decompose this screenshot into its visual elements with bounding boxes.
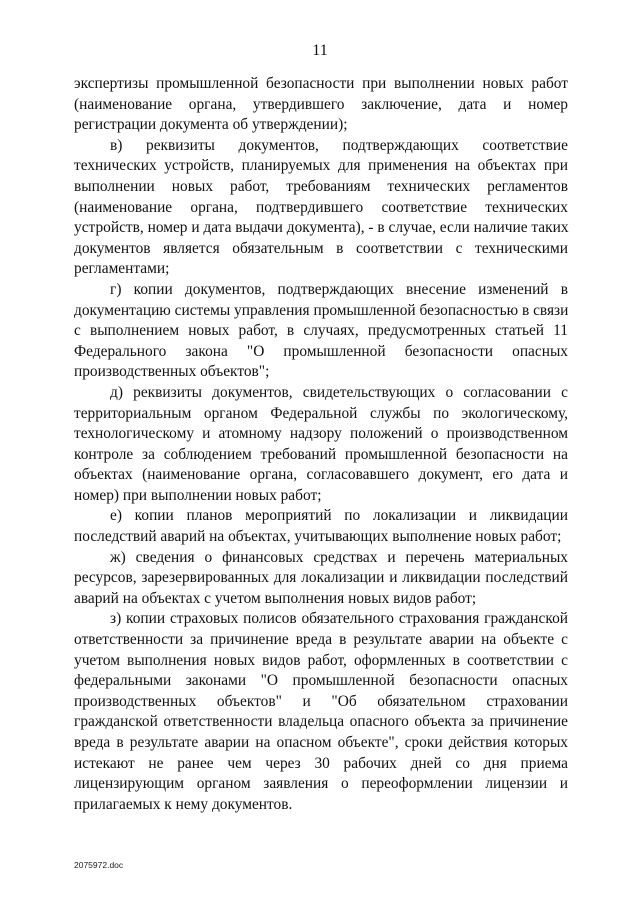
text-line: номер) при выполнении новых работ; [74,486,322,504]
text-line: д) реквизиты документов, свидетельствующих о согласовании с [110,383,568,401]
text-line: истекают не ранее чем через 30 рабочих дней со дня приема [74,754,568,772]
text-line: документацию системы управления промышленной безопасностью в связи [74,301,569,319]
text-line: ресурсов, зарезервированных для локализации и ликвидации последствий [74,569,568,587]
text-line: лицензирующим органом заявления о переоформлении лицензии и [74,775,568,793]
document-filename: 2075972.doc [74,860,124,870]
text-line: территориальным органом Федеральной службы по экологическому, [74,404,568,422]
text-line: е) копии планов мероприятий по локализации и ликвидации [110,507,568,525]
text-line: гражданской ответственности владельца опасного объекта за причинение [74,713,568,731]
text-line: в) реквизиты документов, подтверждающих соответствие [110,136,568,154]
text-line: регистрации документа об утверждении); [74,116,348,134]
text-line: документов является обязательным в соответствии с техническими [74,239,568,257]
text-line: контроле за соблюдением требований промышленной безопасности на [74,445,568,463]
text-line: ответственности за причинение вреда в результате аварии на объекте с [74,631,568,649]
text-line: с выполнением новых работ, в случаях, предусмотренных статьей 11 [74,322,568,340]
text-line: технических устройств, планируемых для применения на объектах при [74,157,568,175]
text-line: устройств, номер и дата выдачи документа), - в случае, если наличие таких [74,219,569,237]
text-line: (наименование органа, подтвердившего соответствие технических [74,198,568,216]
text-line: аварий на объектах с учетом выполнения новых видов работ; [74,589,477,607]
text-line: ж) сведения о финансовых средствах и перечень материальных [110,548,568,566]
text-line: учетом выполнения новых видов работ, оформленных в соответствии с [74,651,568,669]
document-body [74,74,568,815]
text-line: последствий аварий на объектах, учитывающих выполнение новых работ; [74,528,562,546]
text-line: прилагаемых к нему документов. [74,795,293,813]
text-line: экспертизы промышленной безопасности при выполнении новых работ [74,75,568,92]
text-line: регламентами; [74,260,170,278]
text-line: г) копии документов, подтверждающих внесение изменений в [110,280,568,298]
page-number: 11 [312,42,328,59]
text-line: производственных объектов"; [74,363,270,381]
text-line: вреда в результате аварии на опасном объекте", сроки действия которых [74,734,568,751]
text-line: федеральными законами "О промышленной безопасности опасных [74,672,568,690]
text-line: выполнении новых работ, требованиям технических регламентов [74,177,568,195]
text-line: Федерального закона "О промышленной безопасности опасных [74,342,568,360]
text-line: технологическому и атомному надзору положений о производственном [74,425,568,443]
text-line: (наименование органа, утвердившего заключение, дата и номер [74,95,568,113]
text-line: производственных объектов" и "Об обязательном страховании [74,692,568,710]
text-line: объектах (наименование органа, согласовавшего документ, его дата и [74,466,568,484]
text-line: з) копии страховых полисов обязательного страхования гражданской [110,610,568,628]
